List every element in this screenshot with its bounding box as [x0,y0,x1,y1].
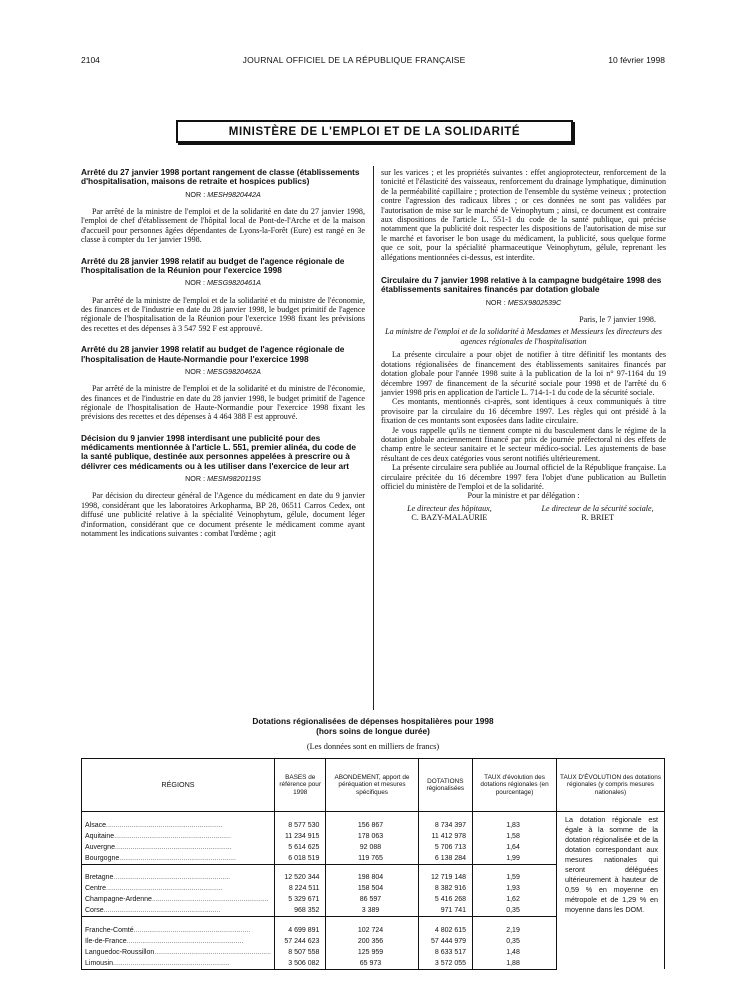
region-cell [82,925,275,936]
table-body [82,812,665,970]
bases-cell: 5 614 625 [274,842,325,853]
nor-reference: NOR : MESG9820461A [185,278,261,288]
delegation: Pour la ministre et par délégation : [467,491,580,501]
paragraph: Je vous rappelle qu'ils ne tiennent compte ni du basculement dans le régime de la dotation globale anciennement financé par prix de journée préfectoral ni des effets de champ entre le secteur sanitaire et le secteur médico-social. Les ajustements de base résultant de ces deux catégories vous seront notifiés ultérieurement. [381,425,666,463]
dotation-cell: 5 706 713 [418,842,473,853]
header-region: RÉGIONS [82,759,275,812]
nor-reference: NOR : MESM9820119S [185,474,261,484]
ministry-heading [176,120,573,143]
article-body: Par arrêté de la ministre de l'emploi et de la solidarité en date du 27 janvier 1998, l'emploi de chef d'établissement de l'hôpital local de Pont-de-l'Arche et de la maison d'accueil pour personnes âgées dépendantes de Lyons-la-Forêt (Eure) est rangé en 3e classe à compter du 1er janvier 1998. [81,207,365,245]
taux-cell: 1,59 [473,872,557,883]
bases-cell: 8 224 511 [274,883,325,894]
taux-cell: 1,83 [473,820,557,831]
left-column [81,168,365,551]
region-cell [82,820,275,831]
spacer-cell [418,864,473,872]
circular [381,276,666,523]
region-name: Corse [85,907,104,914]
leader-dots: ............................................................ [113,874,231,881]
nor-code: MESG9820462A [207,366,261,376]
nor-code: MESX9802539C [507,297,562,307]
side-note-cell: La dotation régionale est égale à la somme de la dotation régionalisée et de la dotation correspondant aux mesures nationales qui seront déléguées ultérieurement à hauteur de 0,59 % en moyenne en métropole et de 1,29 % en moyenne dans les DOM. [557,812,665,970]
region-name: Centre [85,885,107,892]
bases-cell: 6 018 519 [274,853,325,865]
nor-reference: NOR : MESG9820462A [185,366,261,376]
spacer-cell [418,812,473,820]
table-subtitle: (hors soins de longue durée) [316,725,430,736]
region-name: Auvergne [85,843,115,851]
abondement-cell: 119 765 [326,853,418,865]
dotations-table [81,758,665,970]
dotation-cell: 3 572 055 [418,958,473,970]
nor-reference: NOR : MESH9820442A [185,189,261,199]
dotation-cell: 4 802 615 [418,925,473,936]
nor-code: MESH9820442A [207,189,261,199]
header-abondement: ABONDEMENT, apport de péréquation et mesures spécifiques [326,759,418,812]
taux-cell: 1,93 [473,883,557,894]
circular-title: Circulaire du 7 janvier 1998 relative à la campagne budgétaire 1998 des établissements sanitaires financés par dotation globale [381,275,662,295]
ministry-title: MINISTÈRE DE L'EMPLOI ET DE LA SOLIDARITÉ [228,125,521,138]
bases-cell: 8 577 530 [274,820,325,831]
leader-dots: ............................................................ [151,896,269,903]
region-cell [82,958,275,970]
spacer-cell [473,812,557,820]
region-name: Ile-de-France [85,937,127,945]
issue-date: 10 février 1998 [608,55,665,65]
nor-code: MESM9820119S [207,474,261,484]
leader-dots: ............................................................ [114,843,232,851]
article-body: Par arrêté de la ministre de l'emploi et de la solidarité et du ministre de l'économie, des finances et de l'industrie en date du 28 janvier 1998, le budget primitif de l'agence régionale de l'hospitalisation de la Réunion pour l'exercice 1998 fixant les prévisions des recettes et des dépenses à 3 547 592 F est approuvé. [81,295,365,333]
dotation-cell: 11 412 978 [418,831,473,842]
continuation-text: sur les varices ; et les propriétés suivantes : effet angioprotecteur, renforcement de la tonicité et l'élasticité des vaisseaux, renforcement du drainage lymphatique, diminution de la perméabilité capillaire ; protection de l'ensemble du système veineux ; protection contre l'agression des radicaux libres ; or ces données ne sont pas validées par l'autorisation de mise sur le marché de Veinophytum ; ainsi, ce document est contraire aux dispositions de l'article L. 551-1 du code de la santé publique, qui précise notamment que la publicité doit respecter les dispositions de l'autorisation de mise sur le marché et favoriser le bon usage du médicament, la publicité, sous quelque forme que ce soit, pour la spécialité pharmaceutique Veinophytum, gélule, reprenant les allégations mentionnées ci-dessus, est interdite. [381,168,666,262]
taux-cell: 1,62 [473,894,557,905]
dotation-cell: 57 444 979 [418,936,473,947]
spacer-cell [82,917,275,925]
spacer-cell [82,864,275,872]
region-cell [82,853,275,865]
nor-reference: NOR : MESX9802539C [485,297,562,307]
region-name: Aquitaine [85,832,115,840]
spacer-cell [82,812,275,820]
region-name: Limousin [85,959,114,967]
dotation-cell: 8 633 517 [418,947,473,958]
article [81,345,365,422]
spacer-cell [418,917,473,925]
table-note: (Les données sont en milliers de francs) [306,742,440,751]
spacer-cell [473,864,557,872]
journal-title: JOURNAL OFFICIEL DE LA RÉPUBLIQUE FRANÇAISE [242,55,466,65]
header-bases: BASES de référence pour 1998 [274,759,325,812]
taux-cell: 0,35 [473,905,557,917]
article [81,434,365,539]
bases-cell: 5 329 671 [274,894,325,905]
signature-role: Le directeur des hôpitaux, [407,503,492,513]
bases-cell: 57 244 623 [274,936,325,947]
spacer-cell [274,864,325,872]
table-header-row [82,759,665,812]
article-title: Arrêté du 28 janvier 1998 relatif au budget de l'agence régionale de l'hospitalisation de la Réunion pour l'exercice 1998 [81,255,345,275]
region-name: Languedoc-Roussillon [85,948,155,956]
article [81,168,365,245]
region-cell [82,905,275,917]
spacer-cell [473,917,557,925]
dotation-cell: 8 734 397 [418,820,473,831]
signature-role: Le directeur de la sécurité sociale, [541,503,654,513]
article-body: Par décision du directeur général de l'Agence du médicament en date du 9 janvier 1998, considérant que les laboratoires Arkopharma, BP 28, 06511 Carros Cedex, ont diffusé une publicité relative à la spécialité Veinophytum, gélule, document léger d'information, considérant que ce document présente le médicament comme ayant notamment les indications suivantes : combat l'œdème ; agit [81,491,365,539]
region-name: Bretagne [85,874,114,881]
dotation-cell: 12 719 148 [418,872,473,883]
abondement-cell: 158 504 [326,883,418,894]
leader-dots: ............................................................ [106,821,223,829]
bases-cell: 4 699 891 [274,925,325,936]
spacer-cell [326,812,418,820]
region-cell [82,883,275,894]
abondement-cell: 65 973 [326,958,418,970]
abondement-cell: 102 724 [326,925,418,936]
region-name: Franche-Comté [85,926,134,934]
leader-dots: ............................................................ [126,937,244,945]
leader-dots: ............................................................ [154,948,271,956]
leader-dots: ............................................................ [133,926,251,934]
place-date: Paris, le 7 janvier 1998. [579,315,656,325]
region-cell [82,872,275,883]
region-cell [82,936,275,947]
signature [381,504,518,523]
dotation-cell: 6 138 284 [418,853,473,865]
spacer-cell [326,917,418,925]
leader-dots: ............................................................ [103,907,221,914]
region-cell [82,842,275,853]
paragraph: La présente circulaire sera publiée au Journal officiel de la République française. La circulaire précitée du 16 décembre 1997 fera l'objet d'une publication au Bulletin officiel du ministère de l'emploi et de la solidarité. [381,463,666,491]
abondement-cell: 200 356 [326,936,418,947]
article-title: Arrêté du 28 janvier 1998 relatif au budget de l'agence régionale de l'hospitalisation de Haute-Normandie pour l'exercice 1998 [81,344,345,364]
header-dotations: DOTATIONS régionalisées [418,759,473,812]
abondement-cell: 125 959 [326,947,418,958]
table-title [81,717,665,736]
page-header [81,55,665,69]
spacer-cell [326,864,418,872]
region-cell [82,947,275,958]
table-title-line: Dotations régionalisées de dépenses hospitalières pour 1998 [252,716,494,726]
header-taux-national: TAUX D'ÉVOLUTION des dotations régionales (y compris mesures nationales) [557,759,665,812]
signatures [381,504,666,523]
leader-dots: ............................................................ [119,854,236,862]
abondement-cell: 156 867 [326,820,418,831]
abondement-cell: 3 389 [326,905,418,917]
paragraph: Ces montants, mentionnés ci-après, sont identiques à ceux communiqués à titre provisoire par la circulaire du 16 décembre 1997. Les règles qui ont présidé à la fixation de ces montants sont exposées dans ladite circulaire. [381,397,666,426]
leader-dots: ............................................................ [114,832,231,840]
taux-cell: 1,88 [473,958,557,970]
dotation-cell: 971 741 [418,905,473,917]
taux-cell: 1,64 [473,842,557,853]
article-title: Décision du 9 janvier 1998 interdisant une publicité pour des médicaments mentionnée à l'article L. 551, premier alinéa, du code de la santé publique, destinée aux personnes appelées à prescrire ou à délivrer ces médicaments ou à les utiliser dans l'exercice de leur art [81,432,356,471]
abondement-cell: 86 597 [326,894,418,905]
dotation-cell: 8 382 916 [418,883,473,894]
region-name: Alsace [85,821,107,829]
article [81,257,365,334]
nor-code: MESG9820461A [207,278,261,288]
header-taux: TAUX d'évolution des dotations régionales (en pourcentage) [473,759,557,812]
bases-cell: 8 507 558 [274,947,325,958]
article-body: Par arrêté de la ministre de l'emploi et de la solidarité et du ministre de l'économie, des finances et de l'industrie en date du 28 janvier 1998, le budget primitif de l'agence régionale de l'hospitalisation de Haute-Normandie pour l'exercice 1998 fixant les prévisions des recettes et des dépenses à 4 464 388 F est approuvé. [81,384,365,422]
region-name: Bourgogne [85,854,120,862]
spacer-cell [274,917,325,925]
taux-cell: 1,48 [473,947,557,958]
taux-cell: 0,35 [473,936,557,947]
spacer-cell [274,812,325,820]
bases-cell: 3 506 082 [274,958,325,970]
region-name: Champagne-Ardenne [85,896,152,903]
paragraph: La présente circulaire a pour objet de notifier à titre définitif les montants des dotations régionalisées de financement des établissements sanitaires financés par dotation globale pour l'année 1998 suite à la publication de la loi n° 97-1164 du 19 décembre 1997 de financement de la sécurité sociale pour 1998 et de l'arrêté du 6 janvier 1998 pris en application de l'article L. 714-1-1 du code de la sécurité sociale. [381,350,666,397]
page-number: 2104 [81,55,100,65]
abondement-cell: 198 804 [326,872,418,883]
right-column [381,168,666,535]
bases-cell: 968 352 [274,905,325,917]
table-spacer-row [82,812,665,820]
taux-cell: 1,99 [473,853,557,865]
abondement-cell: 92 088 [326,842,418,853]
region-cell [82,894,275,905]
leader-dots: ............................................................ [113,959,230,967]
article-title: Arrêté du 27 janvier 1998 portant rangement de classe (établissements d'hospitalisation, maisons de retraite et hospices publics) [81,167,360,187]
dotation-cell: 5 416 268 [418,894,473,905]
leader-dots: ............................................................ [106,885,223,892]
addressees: La ministre de l'emploi et de la solidarité à Mesdames et Messieurs les directeurs des agences régionales de l'hospitalisation [385,327,662,346]
taux-cell: 1,58 [473,831,557,842]
signature-name: R. BRIET [581,513,615,523]
abondement-cell: 178 063 [326,831,418,842]
signature [529,504,666,523]
bases-cell: 11 234 915 [274,831,325,842]
bases-cell: 12 520 344 [274,872,325,883]
signature-name: C. BAZY-MALAURIE [411,513,488,523]
column-divider [373,166,374,710]
taux-cell: 2,19 [473,925,557,936]
region-cell [82,831,275,842]
